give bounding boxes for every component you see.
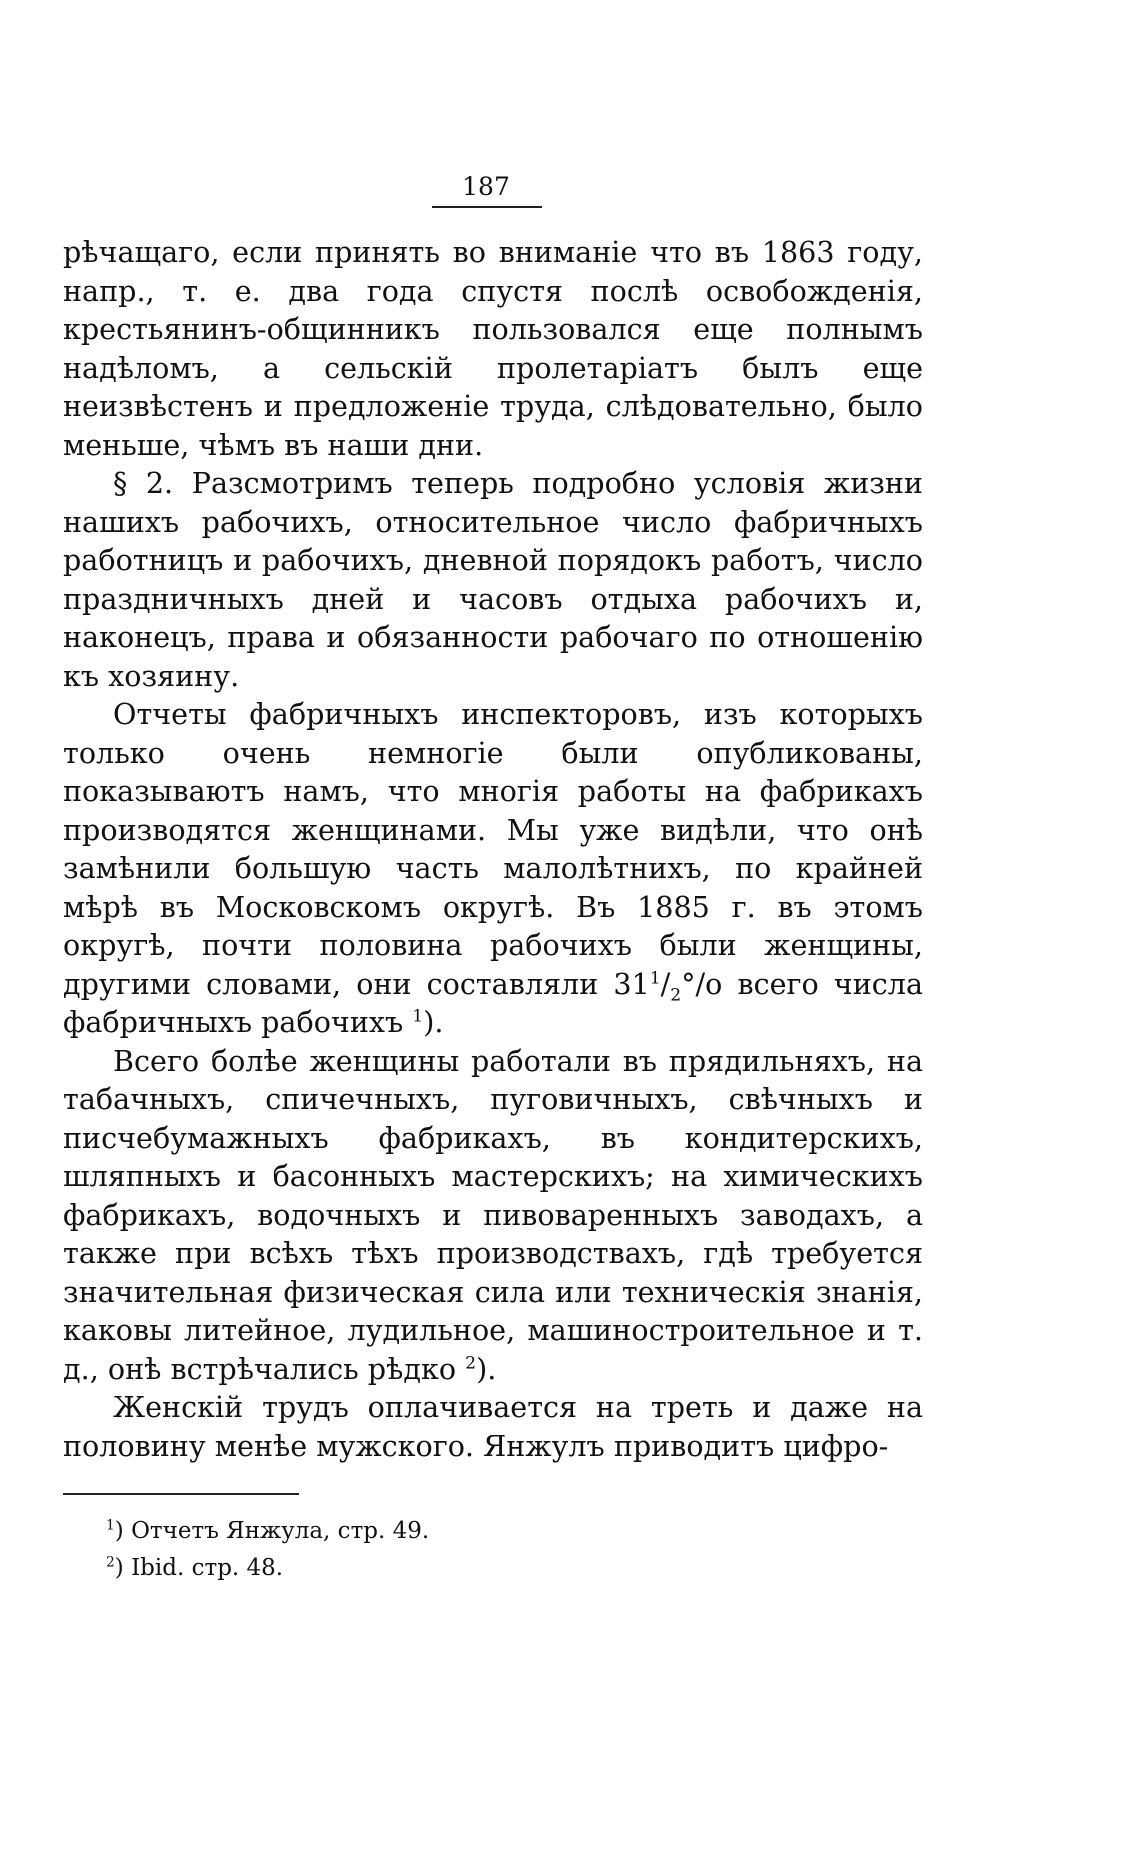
fraction-separator: / — [660, 966, 671, 1001]
percent-sign: °/о — [681, 966, 723, 1001]
paragraph-3 — [63, 695, 923, 1042]
footnote-2 — [106, 1550, 806, 1587]
fraction-numerator: 1 — [649, 967, 661, 988]
footnote-ref-2[interactable]: 2 — [465, 1352, 477, 1373]
footnote-1-mark: 1 — [106, 1517, 115, 1534]
paragraph-5: Женскій трудъ оплачивается на треть и даже на половину менѣе мужского. Янжулъ приводитъ цифро- — [63, 1390, 923, 1463]
footnote-1-close: ) — [114, 1518, 124, 1544]
footnote-2-close: ) — [114, 1555, 124, 1581]
paragraph-3-text: Отчеты фабричныхъ инспекторовъ, изъ которыхъ только очень немногіе были опубликованы, показываютъ намъ, что многія работы на фабрикахъ производятся женщинами. Мы уже видѣли, что онѣ замѣнили большую часть малолѣтнихъ, по крайней мѣрѣ въ Московскомъ округѣ. Въ 1885 г. въ этомъ округѣ, почти половина рабочихъ были женщины, другими словами, они составляли 31 — [63, 697, 923, 1001]
paragraph-4 — [63, 1042, 923, 1389]
footnote-1 — [106, 1513, 806, 1550]
footnote-ref-1[interactable]: 1 — [412, 1006, 424, 1027]
paragraph-3-text-cont: всего числа фабричныхъ рабочихъ — [63, 966, 923, 1039]
paragraph-2: § 2. Разсмотримъ теперь подробно условія жизни нашихъ рабочихъ, относительное число фабричныхъ работницъ и рабочихъ, дневной порядокъ работъ, число праздничныхъ дней и часовъ отдыха рабочихъ и, наконецъ, права и обязанности рабочаго по отношенію къ хозяину. — [63, 466, 923, 693]
paragraph-4-text: Всего болѣе женщины работали въ прядильняхъ, на табачныхъ, спичечныхъ, пуговичныхъ, свѣчныхъ и писчебумажныхъ фабрикахъ, въ кондитерскихъ, шляпныхъ и басонныхъ мастерскихъ; на химическихъ фабрикахъ, водочныхъ и пивоваренныхъ заводахъ, а также при всѣхъ тѣхъ производствахъ, гдѣ требуется значительная физическая сила или техническія знанія, каковы литейное, лудильное, машиностроительное и т. д., онѣ встрѣчались рѣдко — [63, 1043, 923, 1386]
footnotes — [106, 1513, 806, 1587]
paragraph-1: рѣчащаго, если принять во вниманіе что въ 1863 году, напр., т. е. два года спустя послѣ освобожденія, крестьянинъ-общинникъ пользовался еще полнымъ надѣломъ, а сельскій пролетаріатъ былъ еще неизвѣстенъ и предложеніе труда, слѣдовательно, было меньше, чѣмъ въ наши дни. — [63, 235, 923, 462]
footnote-separator — [63, 1493, 299, 1495]
page-number: 187 — [462, 172, 510, 201]
fraction-denominator: 2 — [670, 985, 682, 1006]
page-number-rule — [432, 206, 542, 208]
paragraph-4-end: ). — [476, 1351, 497, 1386]
footnote-2-text: Ibid. стр. 48. — [123, 1555, 284, 1581]
body-text — [63, 233, 923, 1465]
paragraph-3-end: ). — [423, 1005, 444, 1039]
footnote-1-text: Отчетъ Янжула, стр. 49. — [123, 1518, 430, 1544]
footnote-2-mark: 2 — [106, 1554, 115, 1571]
